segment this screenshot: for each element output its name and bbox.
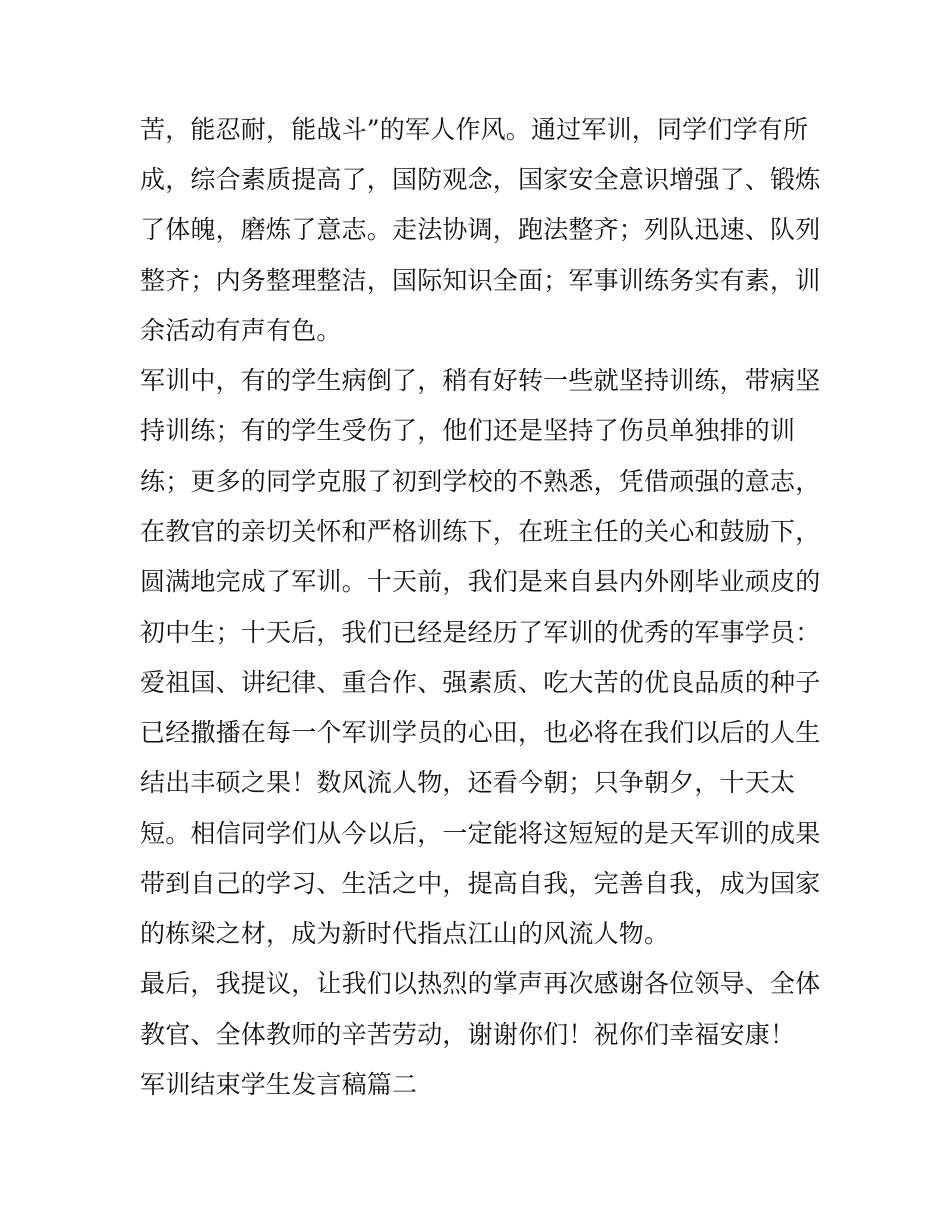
text-line-19: 教官、全体教师的辛苦劳动，谢谢你们！祝你们幸福安康！ [140, 1020, 796, 1049]
text-line-12: 爱祖国、讲纪律、重合作、强素质、吃大苦的优良品质的种子 [140, 668, 821, 697]
text-line-3: 了体魄，磨炼了意志。走法协调，跑法整齐；列队迅速、队列 [140, 215, 821, 244]
text-line-8: 练；更多的同学克服了初到学校的不熟悉，凭借顽强的意志， [140, 467, 821, 496]
text-line-6: 军训中，有的学生病倒了，稍有好转一些就坚持训练，带病坚 [140, 366, 821, 395]
text-line-16: 带到自己的学习、生活之中，提高自我，完善自我，成为国家 [140, 869, 821, 898]
text-line-18: 最后，我提议，让我们以热烈的掌声再次感谢各位领导、全体 [140, 969, 821, 998]
text-line-11: 初中生；十天后，我们已经是经历了军训的优秀的军事学员： [140, 618, 821, 647]
text-line-2: 成，综合素质提高了，国防观念，国家安全意识增强了、锻炼 [140, 165, 821, 194]
text-line-5: 余活动有声有色。 [140, 316, 342, 345]
text-line-10: 圆满地完成了军训。十天前，我们是来自县内外刚毕业顽皮的 [140, 567, 821, 596]
text-line-7: 持训练；有的学生受伤了，他们还是坚持了伤员单独排的训 [140, 416, 796, 445]
text-line-17: 的栋梁之材，成为新时代指点江山的风流人物。 [140, 919, 670, 948]
text-line-14: 结出丰硕之果！数风流人物，还看今朝；只争朝夕，十天太 [140, 768, 796, 797]
text-line-13: 已经撒播在每一个军训学员的心田，也必将在我们以后的人生 [140, 718, 821, 747]
text-line-1: 苦，能忍耐，能战斗”的军人作风。通过军训，同学们学有所 [140, 115, 809, 144]
text-line-9: 在教官的亲切关怀和严格训练下，在班主任的关心和鼓励下， [140, 517, 821, 546]
text-line-4: 整齐；内务整理整洁，国际知识全面；军事训练务实有素，训 [140, 266, 821, 295]
text-line-15: 短。相信同学们从今以后，一定能将这短短的是天军训的成果 [140, 819, 821, 848]
section-heading: 军训结束学生发言稿篇二 [140, 1070, 418, 1099]
